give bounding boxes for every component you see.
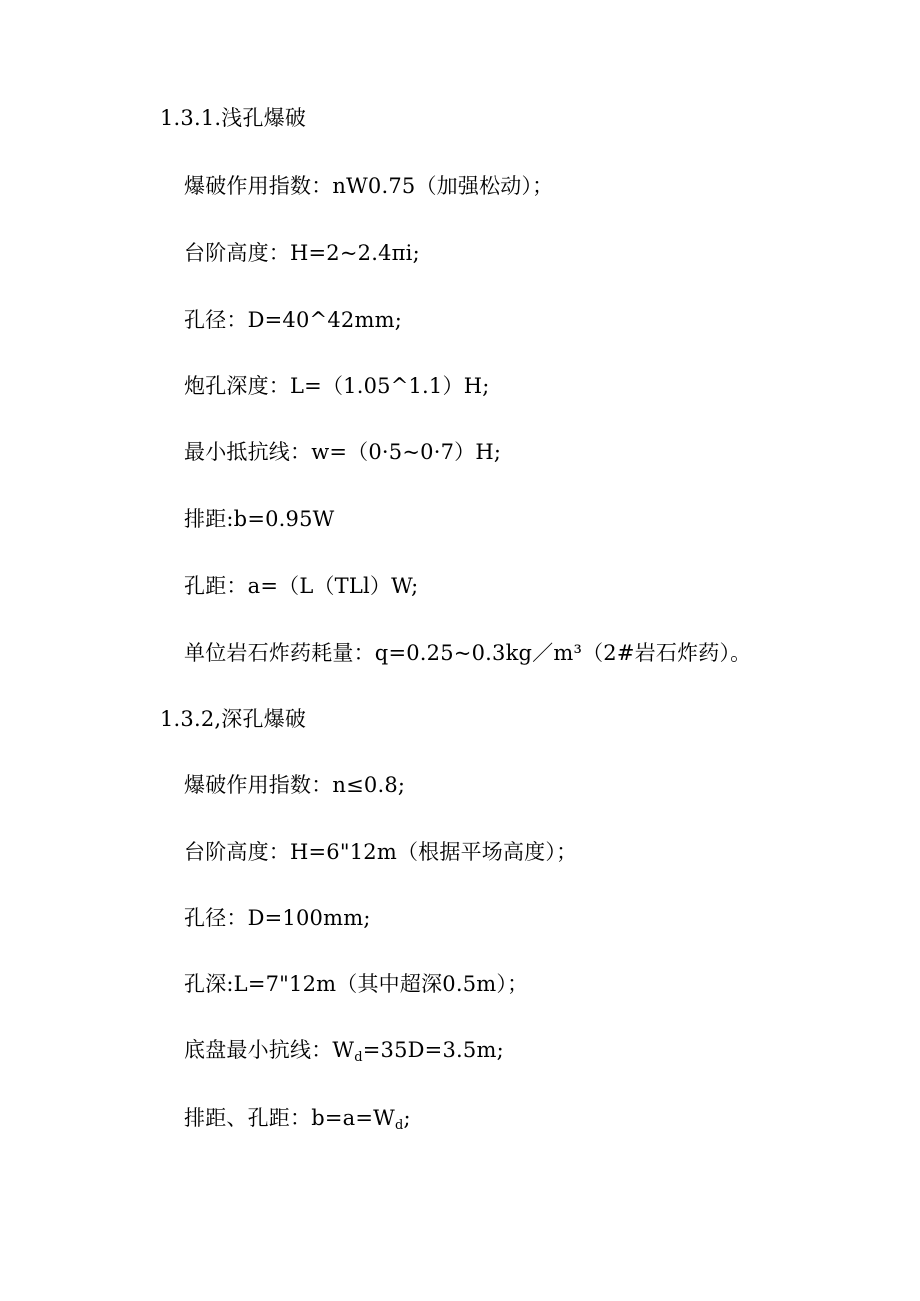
bottom-min-burden-suffix: =35D=3.5m; (362, 1038, 504, 1062)
row-spacing-line: 排距:b=0.95W (184, 507, 335, 531)
explosive-consumption-line: 单位岩石炸药耗量：q=0.25~0.3kg／m³（2#岩石炸药）。 (184, 641, 752, 665)
bottom-min-burden-subscript: d (354, 1050, 363, 1065)
row-hole-spacing-suffix: ; (403, 1106, 411, 1130)
bottom-min-burden-line (184, 1035, 504, 1065)
bottom-min-burden-prefix: 底盘最小抗线：W (184, 1038, 355, 1062)
deep-hole-depth-line: 孔深:L=7"12m（其中超深0.5m）； (184, 972, 529, 996)
deep-bench-height-line: 台阶高度：H=6"12m（根据平场高度）； (184, 840, 578, 864)
hole-depth-line: 炮孔深度：L=（1.05^1.1）H; (184, 374, 490, 398)
deep-blasting-index-line: 爆破作用指数：n≤0.8; (184, 773, 406, 797)
row-hole-spacing-subscript: d (394, 1118, 404, 1133)
deep-hole-diameter-line: 孔径：D=100mm; (184, 906, 371, 930)
row-hole-spacing-line (184, 1103, 411, 1133)
hole-diameter-line: 孔径：D=40^42mm; (184, 308, 402, 332)
section-heading-deep-hole-blasting: 1.3.2,深孔爆破 (160, 707, 307, 731)
row-hole-spacing-prefix: 排距、孔距：b=a=W (184, 1106, 395, 1130)
hole-spacing-line: 孔距：a=（L（TLl）W; (184, 574, 419, 598)
bench-height-line: 台阶高度：H=2~2.4πi; (184, 241, 420, 265)
blasting-index-line: 爆破作用指数：nW0.75（加强松动）； (184, 174, 554, 198)
min-burden-line: 最小抵抗线：w=（0·5~0·7）H; (184, 440, 502, 464)
section-heading-shallow-hole-blasting: 1.3.1.浅孔爆破 (160, 106, 307, 130)
